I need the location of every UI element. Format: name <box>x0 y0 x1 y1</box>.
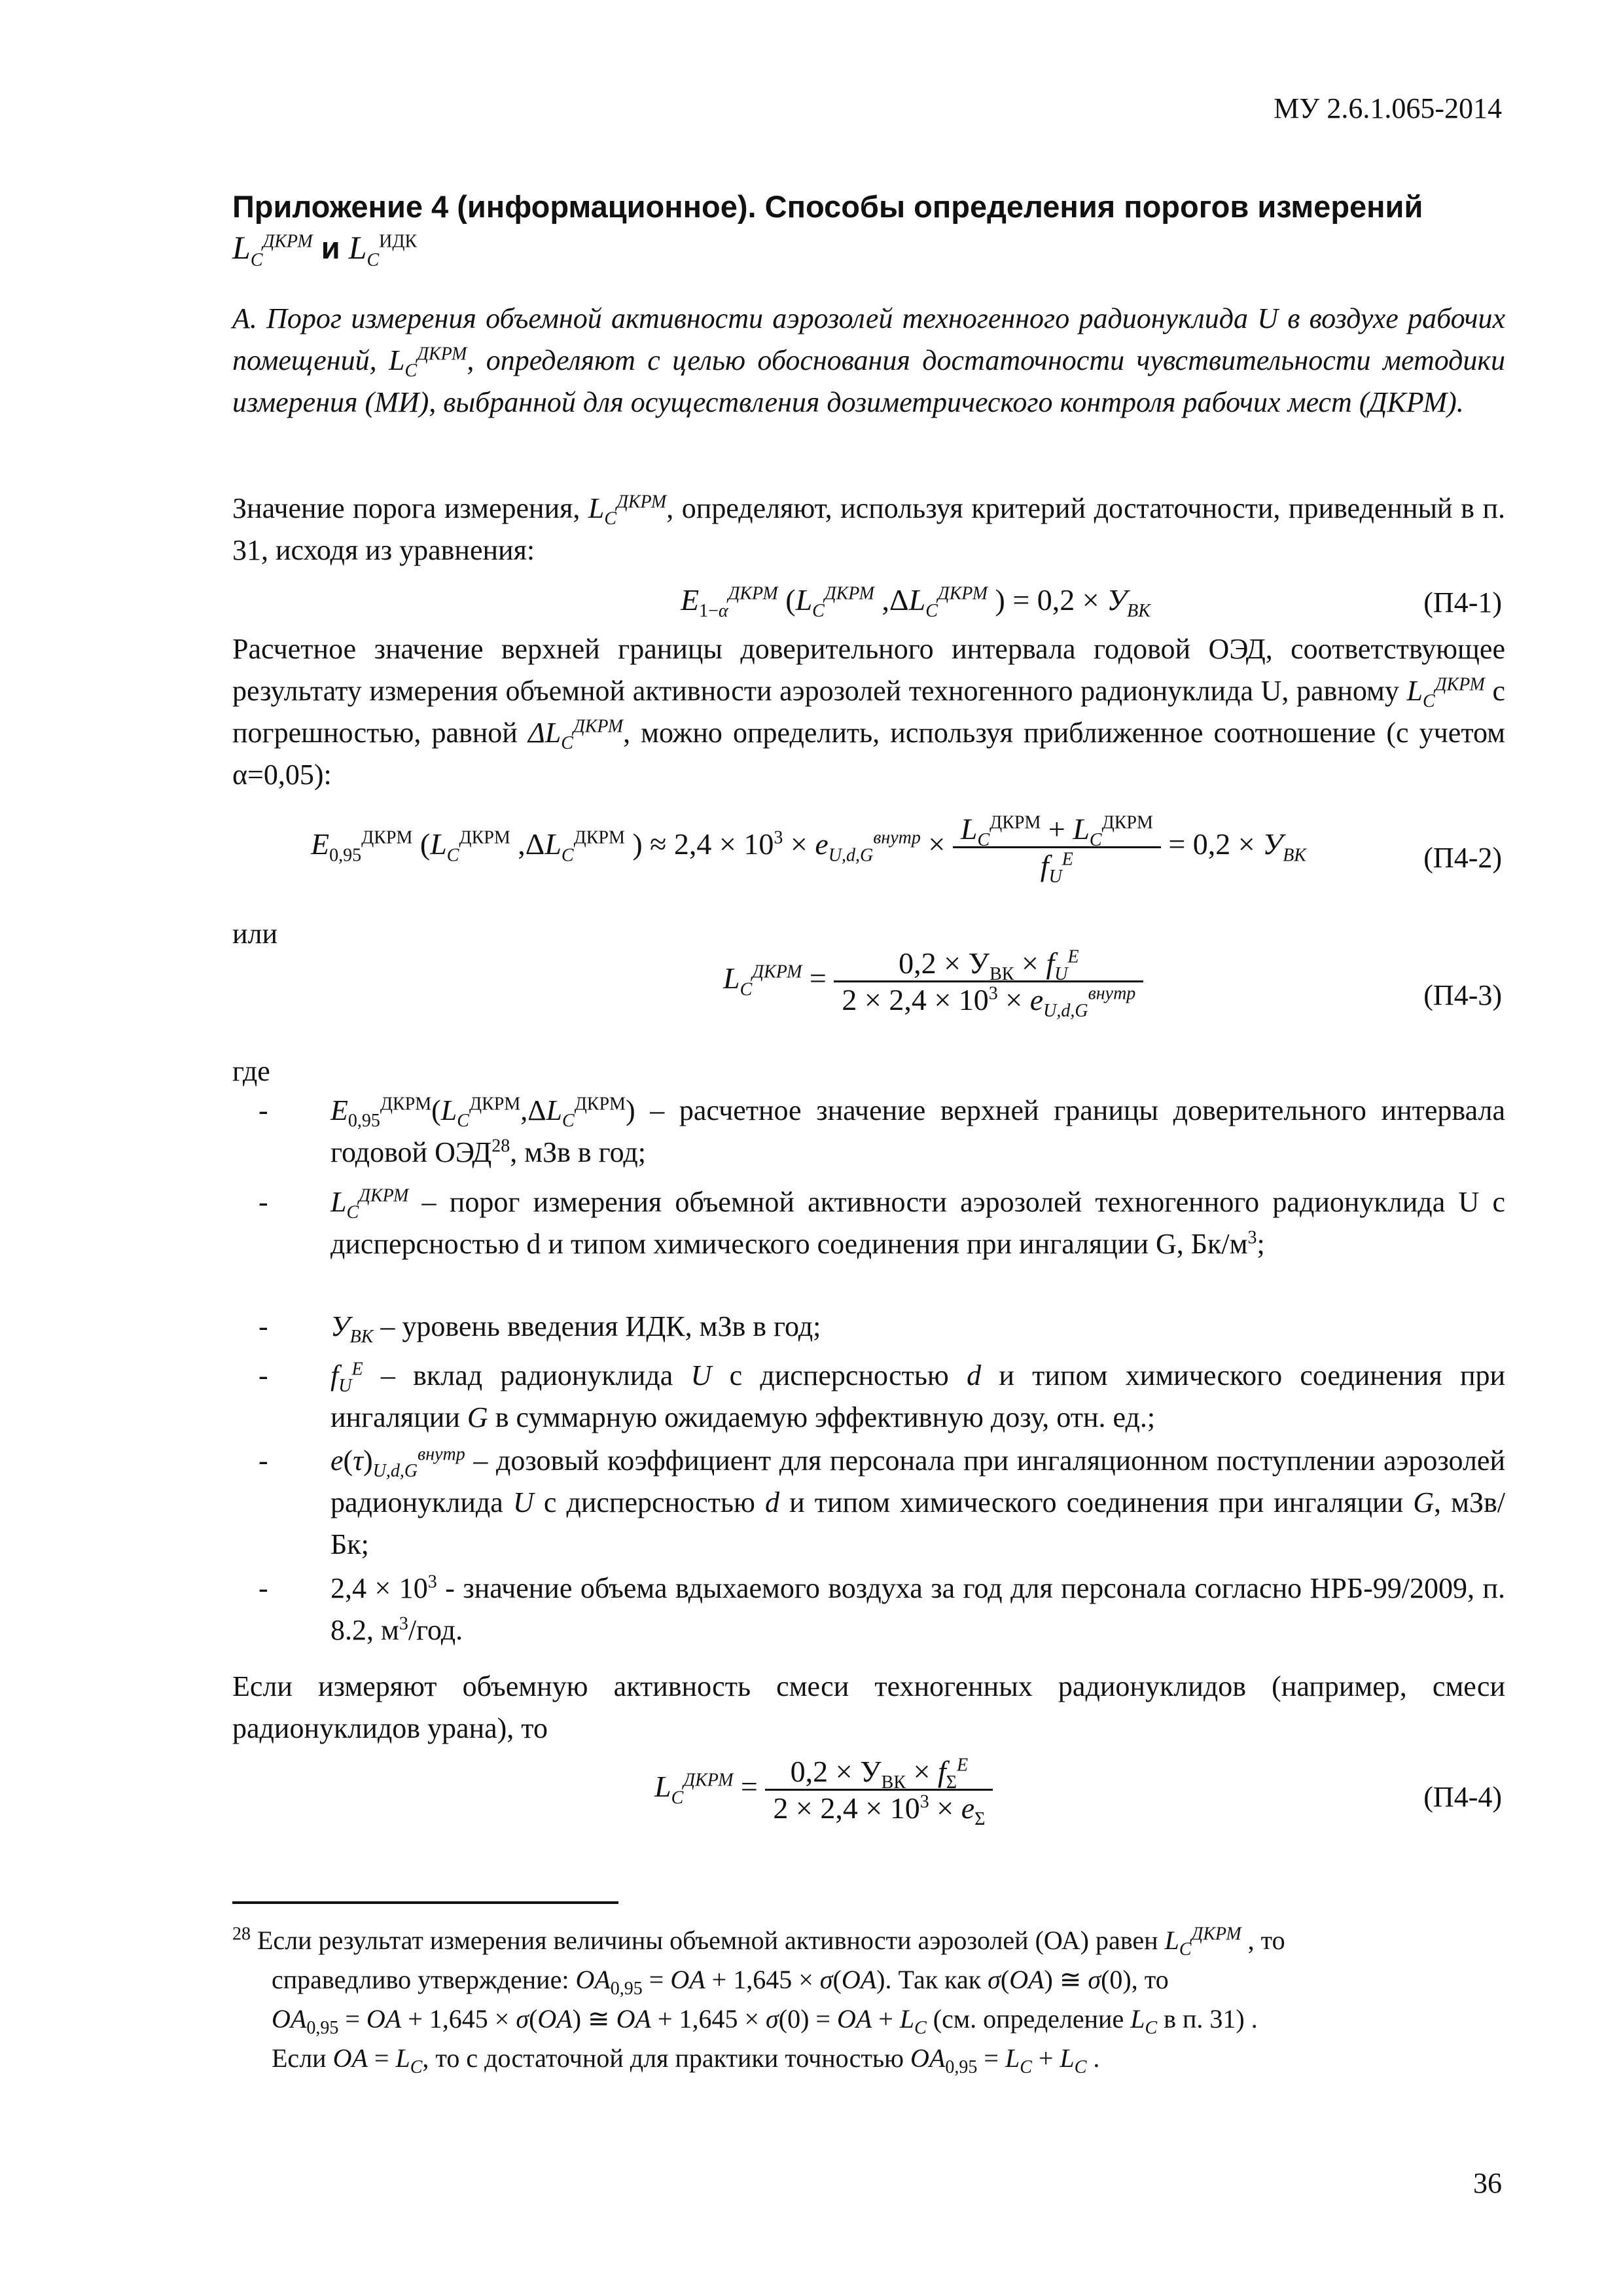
document-code: МУ 2.6.1.065-2014 <box>1274 92 1502 124</box>
list-text: - значение объема вдыхаемого воздуха за год для персонала согласно НРБ-99/2009, п. 8.2, м <box>330 1572 1505 1646</box>
list-text: – дозовый коэффициент для персонала при ингаляционном поступлении аэрозолей радионуклида <box>330 1444 1506 1518</box>
mixture-paragraph: Если измеряют объемную активность смеси техногенных радионуклидов (например, смеси радионуклидов урана), то <box>232 1670 1505 1744</box>
list-text: и типом химического соединения при ингаляции <box>330 1359 1506 1433</box>
value-text-1: Значение порога измерения, <box>232 492 580 524</box>
equation-p4-3: $L_C^{ДКРМ}$ = $\frac{0,2 \times У_{ВК} \times f_U^E}{2 \times 2,4 \times 10^3 \times e_{U,d,G}^{внутр}}$ <box>723 946 1143 1017</box>
footnote-ref: 28 <box>491 1136 510 1157</box>
list-text: с дисперсностью <box>543 1486 755 1518</box>
symbol-lc-idk: $L_C^{ИДК}$ <box>348 229 418 270</box>
calculation-paragraph <box>232 628 1505 796</box>
equation-number-p4-3: (П4-3) <box>1423 979 1502 1011</box>
footnote-text: Если <box>272 2043 327 2073</box>
list-text: и типом химического соединения при ингаляции <box>789 1486 1404 1518</box>
symbol-lc-dkrm: $L_C^{ДКРМ}$ <box>389 344 467 381</box>
symbol-delta-lc: $\Delta L_C^{ДКРМ}$ <box>527 716 624 753</box>
calc-text-1: Расчетное значение верхней границы доверительного интервала годовой ОЭД, соответствующее результату измерения объемной активности аэрозолей техногенного радионуклида U, равному <box>232 633 1505 707</box>
footnote: $^{28}$ Если результат измерения величины объемной активности аэрозолей (ОА) равен $L_C^{ДКРМ}$ , то справедливо утверждение: $OA_{0,95}$ = OA + 1,645 × σ(OA). Так как σ(OA) ≅ σ(0), то $OA_{0,95}$ = OA + 1,645 × σ(OA) ≅ OA + 1,645 × σ(0) = OA + $L_C$ (см. определение $L_C$ в п. 31) . Если OA = $L_C$, то с достаточной для практики точностью $OA_{0,95} = L_C + L_C$ . <box>232 1924 1285 2077</box>
footnote-separator <box>232 1901 618 1904</box>
list-dash: - <box>259 1094 268 1126</box>
list-text: с дисперсностью <box>729 1359 949 1391</box>
footnote-text: . Так как <box>885 1965 982 1994</box>
symbol-lc-dkrm: $L_C^{ДКРМ}$ <box>588 492 667 529</box>
list-text: , мЗв/Бк; <box>330 1486 1506 1560</box>
page-number: 36 <box>1473 2167 1502 2199</box>
value-text-2: , определяют, используя критерий достаточности, приведенный в п. 31, исходя из уравнения: <box>232 492 1506 566</box>
footnote-text: в п. 31) . <box>1164 2004 1258 2034</box>
footnote-text: (см. определение <box>933 2004 1124 2034</box>
footnote-text: , то <box>1131 1965 1169 1994</box>
value-paragraph <box>232 488 1505 571</box>
section-a-text-2: , определяют с целью обоснования достаточности чувствительности методики измерения (МИ), выбранной для осуществления дозиметрического контроля рабочих мест (ДКРМ). <box>232 344 1505 418</box>
equation-p4-4: $L_C^{ДКРМ}$ = $\frac{0,2 \times У_{ВК} \times f_\Sigma^E}{2 \times 2,4 \times 10^3 \times e_\Sigma}$ <box>654 1754 993 1825</box>
list-dash: - <box>259 1444 268 1477</box>
appendix-heading <box>232 187 1505 268</box>
list-text: – расчетное значение верхней границы доверительного интервала годовой ОЭД <box>330 1094 1505 1168</box>
list-text: – порог измерения объемной активности аэрозолей техногенного радионуклида U с дисперсностью d и типом химического соединения при ингаляции G, Бк/м <box>330 1186 1505 1260</box>
document-page: МУ 2.6.1.065-2014 Приложение 4 (информационное). Способы определения порогов измерений $L_C^{ДКРМ}$ и $L_C^{ИДК}$ А. Порог измерения объемной активности аэрозолей техногенного радионуклида U в воздухе рабочих помещений, $L_C^{ДКРМ}$, определяют с целью обоснования достаточности чувствительности методики измерения (МИ), выбранной для осуществления дозиметрического контроля рабочих мест (ДКРМ). Значение порога измерения, $L_C^{ДКРМ}$, определяют, используя критерий достаточности, приведенный в п. 31, исходя из уравнения: $E_{1-\alpha}^{ДКРМ}$ ($L_C^{ДКРМ}$ $,\Delta L_C^{ДКРМ}$ ) = $0,2 \times У_{ВК}$ (П4-1) Расчетное значение верхней границы доверительного интервала годовой ОЭД, соответствующее результату измерения объемной активности аэрозолей техногенного радионуклида U, равному $L_C^{ДКРМ}$ с погрешностью, равной $\Delta L_C^{ДКРМ}$, можно определить, используя приближенное соотношение (с учетом α=0,05): $E_{0,95}^{ДКРМ}$ ($L_C^{ДКРМ}$ $,\Delta L_C^{ДКРМ}$ ) ≈ $2,4 \times 10^3 \times e_{U,d,G}^{внутр}$ × $\frac{L_C^{ДКРМ} + L_C^{ДКРМ}}{f_U^E}$ = $0,2 \times У_{ВК}$ (П4-2) или $L_C^{ДКРМ}$ = $\frac{0,2 \times У_{ВК} \times f_U^E}{2 \times 2,4 \times 10^3 \times e_{U,d,G}^{внутр}}$ (П4-3) где - $E_{0,95}^{ДКРМ}(L_C^{ДКРМ},\Delta L_C^{ДКРМ})$ – расчетное значение верхней границы доверительного интервала годовой ОЭД$^{28}$, мЗв в год; - $L_C^{ДКРМ}$ – порог измерения объемной активности аэрозолей техногенного радионуклида U с дисперсностью d и типом химического соединения при ингаляции G, $Бк/м^3$; - $У_{ВК}$ – уровень введения ИДК, мЗв в год; - $f_U^E$ – вклад радионуклида U с дисперсностью d и типом химического соединения при ингаляции G в суммарную ожидаемую эффективную дозу, отн. ед.; - $e(\tau)_{U,d,G}^{внутр}$ – дозовый коэффициент для персонала при ингаляционном поступлении аэрозолей радионуклида U с дисперсностью d и типом химического соединения при ингаляции G, мЗв/Бк; - $2,4 \times 10^3$ - значение объема вдыхаемого воздуха за год для персонала согласно НРБ-99/2009, п. 8.2, $м^3$/год. Если измеряют объемную активность смеси техногенных радионуклидов (например, смеси радионуклидов урана), то $L_C^{ДКРМ}$ = $\frac{0,2 \times У_{ВК} \times f_\Sigma^E}{2 \times 2,4 \times 10^3 \times e_\Sigma}$ (П4-4) $^{28}$ Если результат измерения величины объемной активности аэрозолей (ОА) равен $L_C^{ДКРМ}$ , то справедливо утверждение: $OA_{0,95}$ = OA + 1,645 × σ(OA). Так как σ(OA) ≅ σ(0), то $OA_{0,95}$ = OA + 1,645 × σ(OA) ≅ OA + 1,645 × σ(0) = OA + $L_C$ (см. определение $L_C$ в п. 31) . Если OA = $L_C$, то с достаточной для практики точностью $OA_{0,95} = L_C + L_C$ . 36 <box>232 92 1506 2199</box>
where-word: где <box>232 1055 270 1087</box>
section-a-text-1: Порог измерения объемной активности аэрозолей техногенного радионуклида U в воздухе рабочих помещений, <box>232 302 1506 376</box>
list-text-tail: /год. <box>408 1614 463 1646</box>
equation-number-p4-1: (П4-1) <box>1423 586 1502 619</box>
footnote-text: , то с достаточной для практики точностью <box>422 2043 904 2073</box>
calc-text-2: с погрешностью, равной <box>232 675 1506 749</box>
equation-number-p4-2: (П4-2) <box>1423 842 1502 874</box>
footnote-text: Если результат измерения величины объемной активности аэрозолей (ОА) равен <box>257 1926 1158 1955</box>
or-word: или <box>232 918 278 950</box>
list-dash: - <box>259 1310 268 1342</box>
list-text-tail: , мЗв в год; <box>510 1136 646 1168</box>
appendix-title: Приложение 4 (информационное). Способы определения порогов измерений <box>232 189 1423 224</box>
heading-conjunction: и <box>321 230 340 265</box>
equation-p4-2: $E_{0,95}^{ДКРМ}$ ($L_C^{ДКРМ}$ $,\Delta L_C^{ДКРМ}$ ) ≈ $2,4 \times 10^3 \times e_{U,d,G}^{внутр}$ × $\frac{L_C^{ДКРМ} + L_C^{ДКРМ}}{f_U^E}$ = $0,2 \times У_{ВК}$ <box>311 812 1306 888</box>
list-dash: - <box>259 1572 268 1604</box>
list-text: в суммарную ожидаемую эффективную дозу, отн. ед.; <box>495 1401 1156 1433</box>
list-dash: - <box>259 1359 268 1391</box>
list-dash: - <box>259 1186 268 1218</box>
section-a-label: А. <box>232 302 257 334</box>
list-text: – вклад радионуклида <box>380 1359 673 1391</box>
list-text-tail: ; <box>1257 1228 1265 1260</box>
footnote-mark: 28 <box>232 1924 251 1945</box>
list-text: – уровень введения ИДК, мЗв в год; <box>380 1310 821 1342</box>
footnote-text: , то <box>1247 1926 1285 1955</box>
symbol-lc-dkrm: $L_C^{ДКРМ}$ <box>232 229 313 270</box>
footnote-text: справедливо утверждение: <box>272 1965 569 1994</box>
equation-p4-1: $E_{1-\alpha}^{ДКРМ}$ ($L_C^{ДКРМ}$ $,\Delta L_C^{ДКРМ}$ ) = $0,2 \times У_{ВК}$ <box>681 583 1150 622</box>
equation-number-p4-4: (П4-4) <box>1423 1781 1502 1813</box>
symbol-lc-dkrm: $L_C^{ДКРМ}$ <box>1406 674 1485 711</box>
calc-text-3: , можно определить, используя приближенное соотношение (с учетом α=0,05): <box>232 717 1505 791</box>
section-a-paragraph <box>232 298 1505 423</box>
